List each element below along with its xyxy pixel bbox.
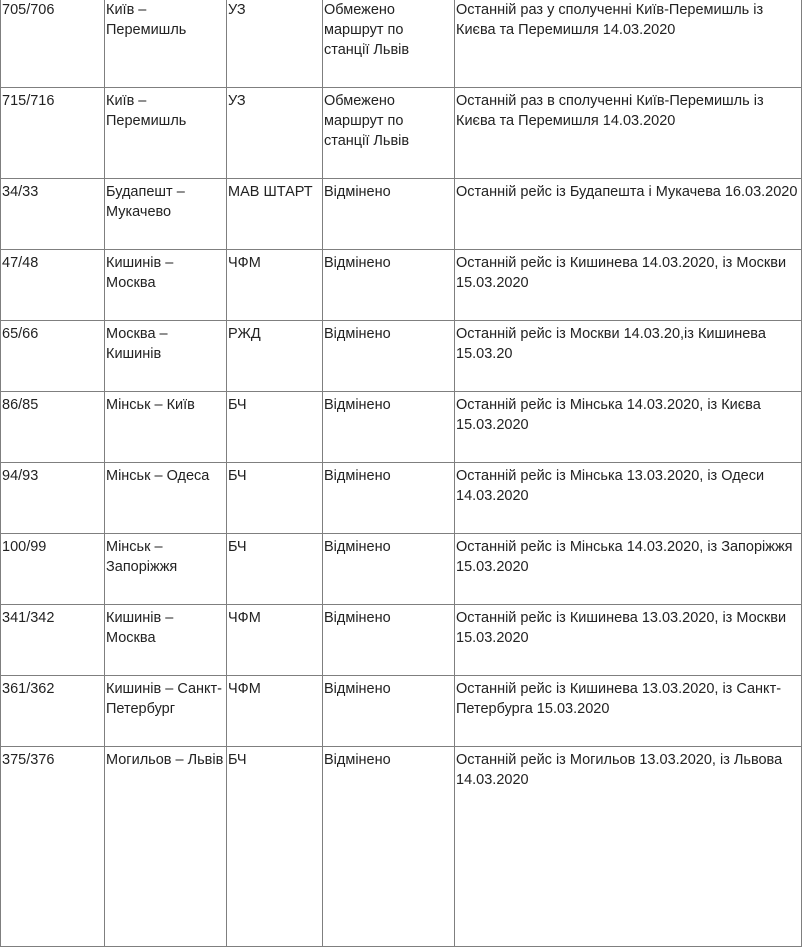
operator-cell: БЧ (227, 392, 323, 463)
route-cell: Кишинів – Москва (105, 250, 227, 321)
note-cell: Останній рейс із Кишинева 13.03.2020, із Москви 15.03.2020 (455, 605, 802, 676)
status-cell: Обмежено маршрут по станції Львів (323, 0, 455, 88)
route-cell: Кишинів – Санкт-Петербург (105, 676, 227, 747)
status-cell: Обмежено маршрут по станції Львів (323, 88, 455, 179)
note-cell: Останній рейс із Кишинева 13.03.2020, із Санкт-Петербурга 15.03.2020 (455, 676, 802, 747)
operator-cell: УЗ (227, 88, 323, 179)
status-cell: Відмінено (323, 605, 455, 676)
table-row (1, 88, 802, 179)
table-row (1, 321, 802, 392)
train-number-cell: 100/99 (1, 534, 105, 605)
note-cell: Останній рейс із Кишинева 14.03.2020, із Москви 15.03.2020 (455, 250, 802, 321)
status-cell: Відмінено (323, 392, 455, 463)
route-cell: Київ – Перемишль (105, 0, 227, 88)
status-cell: Відмінено (323, 321, 455, 392)
operator-cell: БЧ (227, 534, 323, 605)
train-number-cell: 65/66 (1, 321, 105, 392)
table-row (1, 534, 802, 605)
status-cell: Відмінено (323, 179, 455, 250)
route-cell: Мінськ – Київ (105, 392, 227, 463)
table-row (1, 747, 802, 947)
note-cell: Останній раз у сполученні Київ-Перемишль із Києва та Перемишля 14.03.2020 (455, 0, 802, 88)
status-cell: Відмінено (323, 747, 455, 947)
status-cell: Відмінено (323, 676, 455, 747)
note-cell: Останній рейс із Мінська 14.03.2020, із Києва 15.03.2020 (455, 392, 802, 463)
operator-cell: РЖД (227, 321, 323, 392)
status-cell: Відмінено (323, 463, 455, 534)
status-cell: Відмінено (323, 534, 455, 605)
operator-cell: ЧФМ (227, 605, 323, 676)
train-number-cell: 715/716 (1, 88, 105, 179)
note-cell: Останній рейс із Будапешта і Мукачева 16.03.2020 (455, 179, 802, 250)
note-cell: Останній рейс із Москви 14.03.20,із Кишинева 15.03.20 (455, 321, 802, 392)
table-row (1, 0, 802, 88)
route-cell: Мінськ – Одеса (105, 463, 227, 534)
operator-cell: БЧ (227, 747, 323, 947)
route-cell: Могильов – Львів (105, 747, 227, 947)
table-row (1, 179, 802, 250)
table-row (1, 676, 802, 747)
table-row (1, 605, 802, 676)
train-number-cell: 361/362 (1, 676, 105, 747)
operator-cell: ЧФМ (227, 676, 323, 747)
note-cell: Останній раз в сполученні Київ-Перемишль із Києва та Перемишля 14.03.2020 (455, 88, 802, 179)
train-number-cell: 34/33 (1, 179, 105, 250)
note-cell: Останній рейс із Мінська 14.03.2020, із Запоріжжя 15.03.2020 (455, 534, 802, 605)
route-cell: Київ – Перемишль (105, 88, 227, 179)
train-number-cell: 705/706 (1, 0, 105, 88)
table-row (1, 250, 802, 321)
train-number-cell: 375/376 (1, 747, 105, 947)
route-cell: Москва – Кишинів (105, 321, 227, 392)
train-number-cell: 47/48 (1, 250, 105, 321)
operator-cell: БЧ (227, 463, 323, 534)
route-cell: Кишинів – Москва (105, 605, 227, 676)
table-row (1, 392, 802, 463)
train-number-cell: 86/85 (1, 392, 105, 463)
train-number-cell: 94/93 (1, 463, 105, 534)
route-cell: Будапешт – Мукачево (105, 179, 227, 250)
operator-cell: МАВ ШТАРТ (227, 179, 323, 250)
status-cell: Відмінено (323, 250, 455, 321)
note-cell: Останній рейс із Мінська 13.03.2020, із Одеси 14.03.2020 (455, 463, 802, 534)
operator-cell: УЗ (227, 0, 323, 88)
table-row (1, 463, 802, 534)
operator-cell: ЧФМ (227, 250, 323, 321)
table-body (1, 0, 802, 947)
train-number-cell: 341/342 (1, 605, 105, 676)
note-cell: Останній рейс із Могильов 13.03.2020, із Львова 14.03.2020 (455, 747, 802, 947)
route-cell: Мінськ – Запоріжжя (105, 534, 227, 605)
